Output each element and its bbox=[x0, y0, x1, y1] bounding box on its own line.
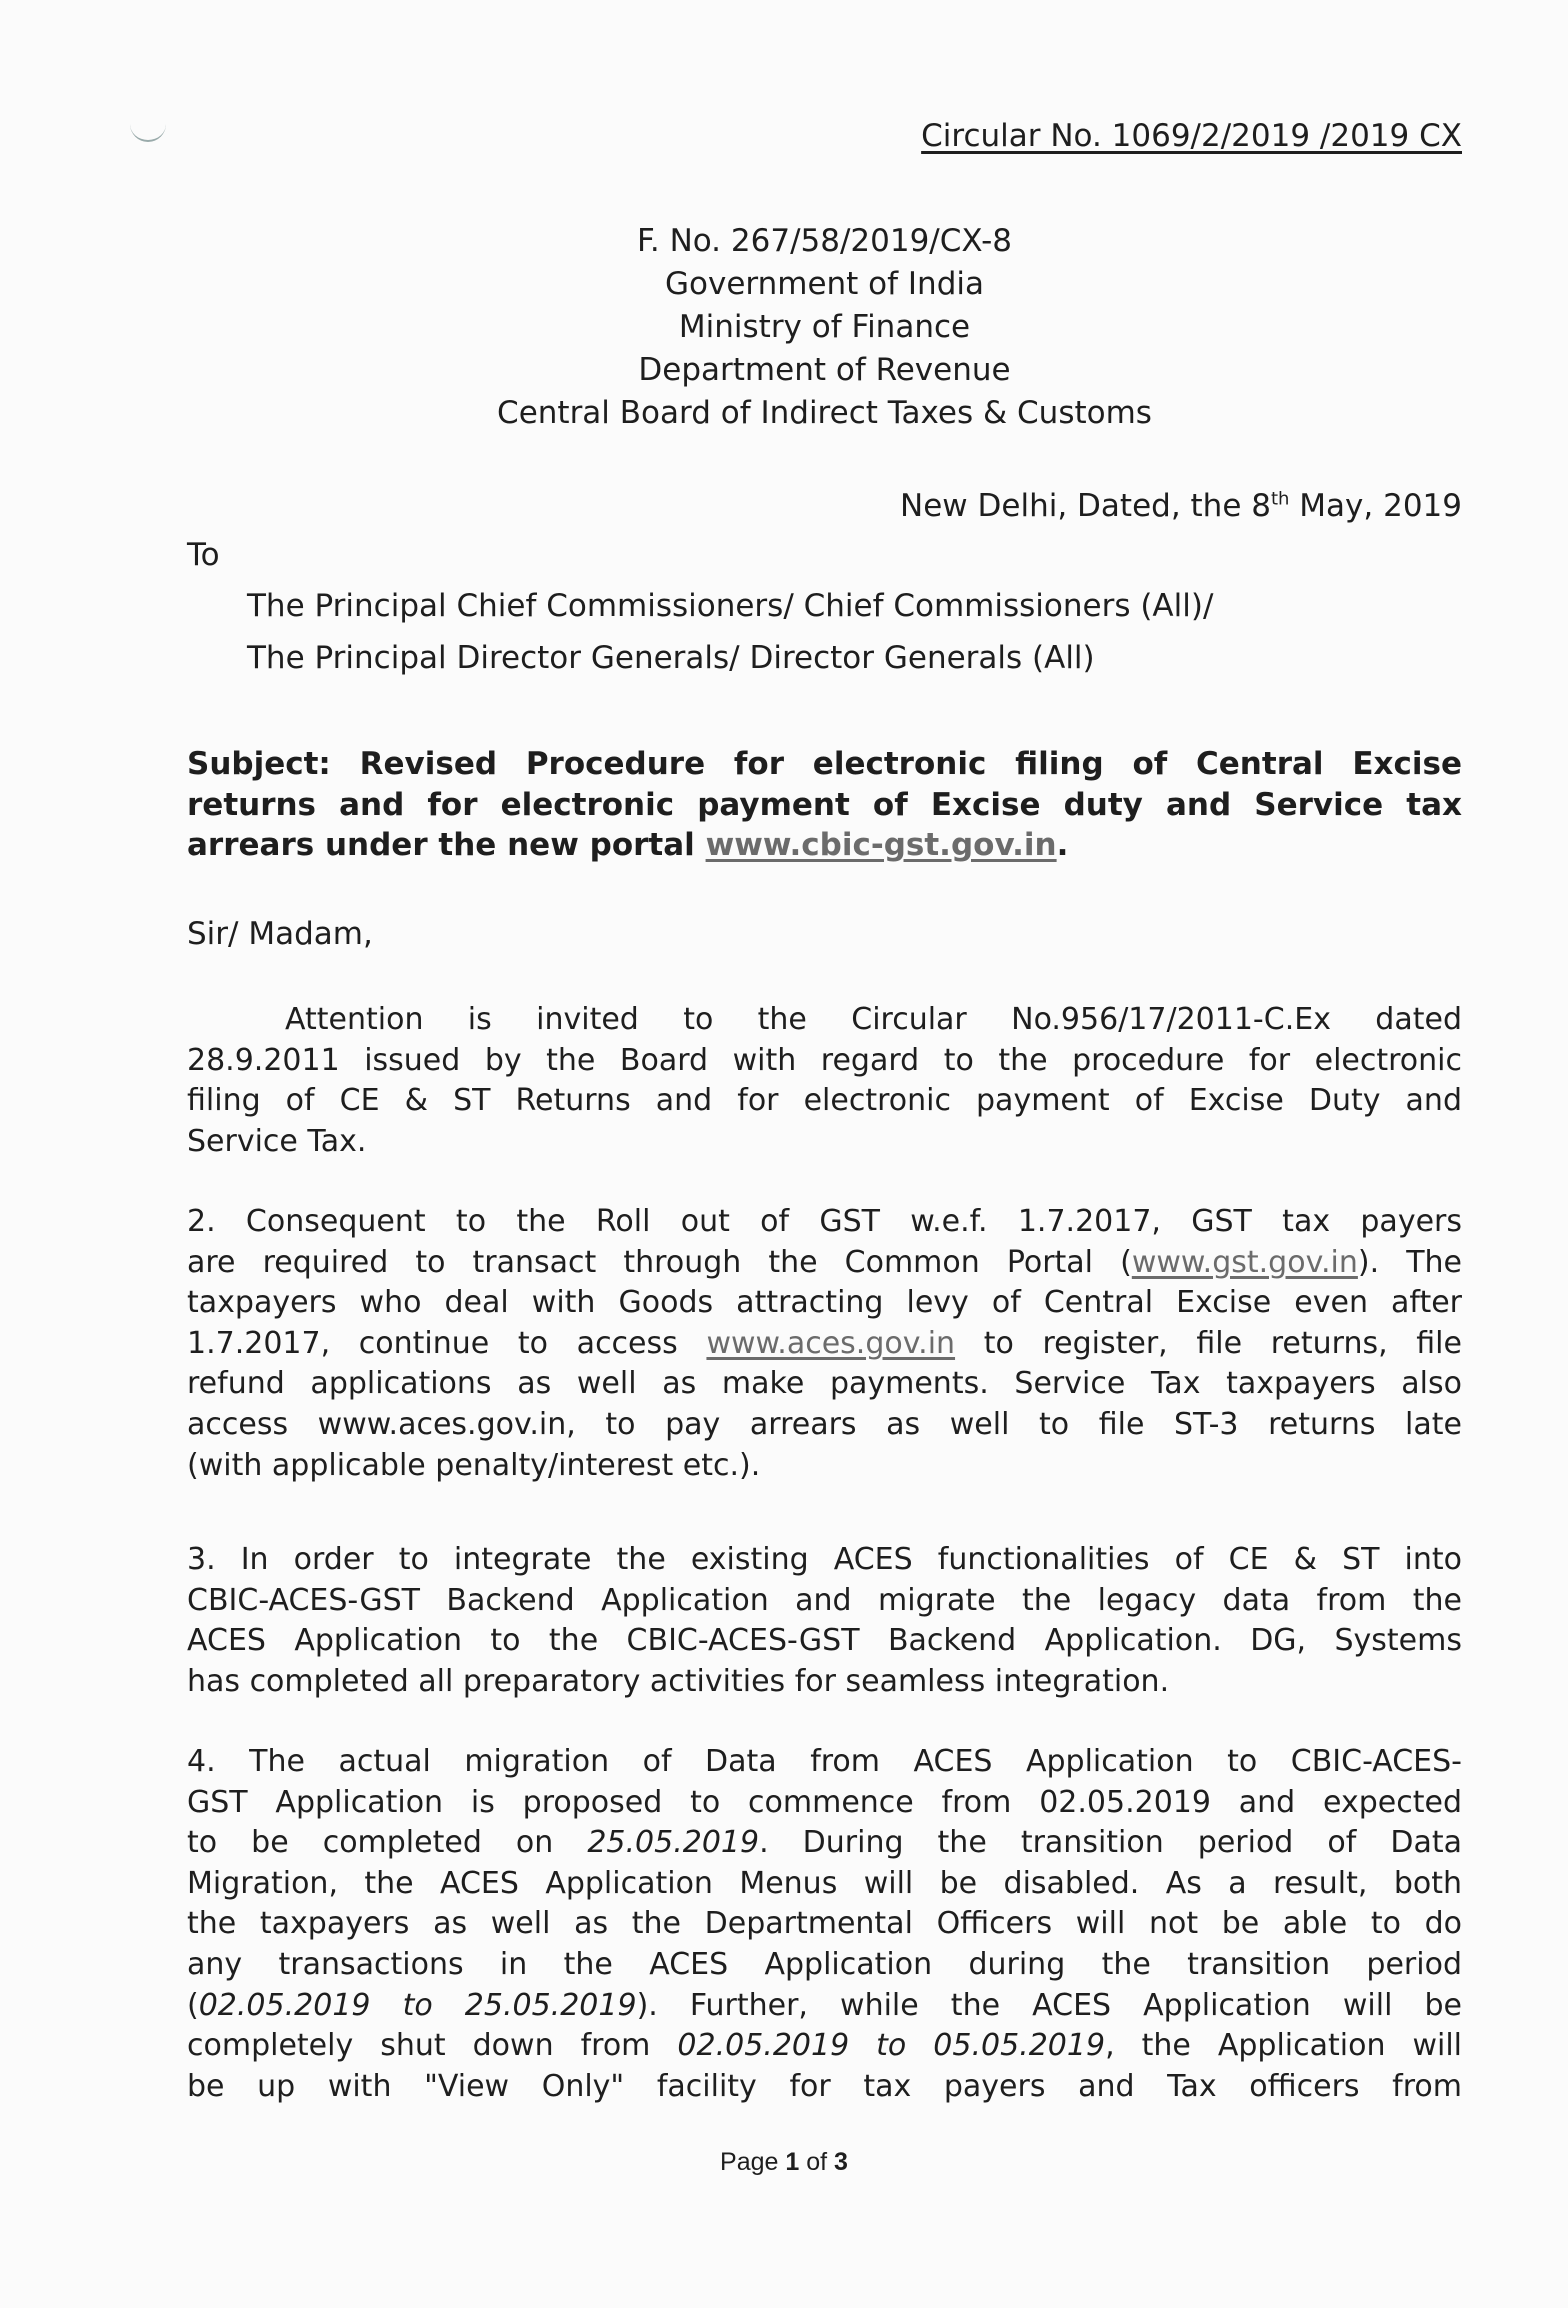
text-line bbox=[187, 1621, 1462, 1662]
text-segment: CBIC-ACES-GST Backend Application and migrate the legacy data from the bbox=[187, 1582, 1462, 1618]
addressee-1: The Principal Chief Commissioners/ Chief Commissioners (All)/ bbox=[247, 588, 1214, 624]
text-line bbox=[187, 1823, 1462, 1864]
text-segment: any transactions in the ACES Application during the transition period bbox=[187, 1946, 1462, 1982]
text-segment: the taxpayers as well as the Departmental Officers will not be able to do bbox=[187, 1906, 1462, 1942]
text-segment: . During the transition period of Data bbox=[759, 1825, 1462, 1861]
text-segment: returns and for electronic payment of Excise duty and Service tax bbox=[187, 786, 1462, 823]
text-segment: . bbox=[1056, 827, 1069, 864]
paragraph-2 bbox=[187, 1202, 1462, 1486]
text-segment: to be completed on bbox=[187, 1825, 588, 1861]
text-segment: taxpayers who deal with Goods attracting levy of Central Excise even after bbox=[187, 1285, 1462, 1321]
text-line bbox=[187, 785, 1462, 826]
board: Central Board of Indirect Taxes & Customs bbox=[497, 395, 1152, 431]
text-segment: 1.7.2017, continue to access bbox=[187, 1325, 707, 1361]
text-line bbox=[187, 2067, 1462, 2108]
text-line bbox=[187, 2026, 1462, 2067]
subject bbox=[187, 744, 1462, 866]
text-segment: , the Application will bbox=[1105, 2028, 1462, 2064]
text-line bbox=[187, 1041, 1462, 1082]
text-segment: filing of CE & ST Returns and for electronic payment of Excise Duty and bbox=[187, 1083, 1462, 1119]
text-segment: GST Application is proposed to commence from 02.05.2019 and expected bbox=[187, 1784, 1462, 1820]
text-segment: ). Further, while the ACES Application will be bbox=[636, 1987, 1462, 2023]
text-line bbox=[187, 1000, 1462, 1041]
link[interactable]: www.gst.gov.in bbox=[1131, 1244, 1358, 1280]
page-of: of bbox=[799, 2148, 835, 2176]
link[interactable]: www.aces.gov.in bbox=[706, 1325, 956, 1361]
page-number bbox=[0, 2148, 1568, 2177]
text-line bbox=[187, 1864, 1462, 1905]
government: Government of India bbox=[665, 266, 984, 302]
text-line bbox=[187, 1945, 1462, 1986]
text-segment: (with applicable penalty/interest etc.). bbox=[187, 1447, 761, 1483]
date-suffix: May, 2019 bbox=[1289, 488, 1462, 524]
text-segment: ( bbox=[187, 1987, 199, 2023]
text-line bbox=[187, 1540, 1462, 1581]
text-segment: be up with "View Only" facility for tax payers and Tax officers from bbox=[187, 2068, 1462, 2104]
scan-mark bbox=[130, 120, 166, 142]
text-segment: 4. The actual migration of Data from ACES Application to CBIC-ACES- bbox=[187, 1744, 1462, 1779]
text-line bbox=[187, 1081, 1462, 1122]
text-line bbox=[187, 825, 1462, 866]
text-line bbox=[187, 1202, 1462, 1243]
text-line bbox=[187, 1122, 1462, 1163]
text-segment: Attention is invited to the Circular No.956/17/2011-C.Ex dated bbox=[285, 1002, 1462, 1037]
italic-text: 02.05.2019 to 05.05.2019 bbox=[677, 2028, 1106, 2064]
link[interactable]: www.cbic-gst.gov.in bbox=[705, 827, 1057, 864]
text-line bbox=[187, 1405, 1462, 1446]
date-line bbox=[900, 488, 1462, 524]
page-current: 1 bbox=[785, 2148, 800, 2176]
text-segment: arrears under the new portal bbox=[187, 827, 706, 864]
page-total: 3 bbox=[834, 2148, 848, 2176]
italic-text: 25.05.2019 bbox=[587, 1825, 760, 1861]
text-segment: access www.aces.gov.in, to pay arrears as well to file ST-3 returns late bbox=[187, 1406, 1462, 1442]
text-segment: refund applications as well as make payments. Service Tax taxpayers also bbox=[187, 1366, 1462, 1402]
text-segment: Service Tax. bbox=[187, 1123, 367, 1159]
text-line bbox=[187, 1446, 1462, 1487]
text-line bbox=[187, 1283, 1462, 1324]
addressee-2: The Principal Director Generals/ Director Generals (All) bbox=[247, 640, 1095, 676]
text-line bbox=[187, 744, 1462, 785]
text-segment: 3. In order to integrate the existing ACES functionalities of CE & ST into bbox=[187, 1542, 1462, 1577]
circular-number: Circular No. 1069/2/2019 /2019 CX bbox=[921, 118, 1462, 154]
text-line bbox=[187, 1324, 1462, 1365]
text-segment: are required to transact through the Common Portal ( bbox=[187, 1244, 1132, 1280]
text-segment: Subject: Revised Procedure for electronic filing of Central Excise bbox=[187, 746, 1462, 782]
file-number: F. No. 267/58/2019/CX-8 bbox=[637, 223, 1012, 259]
text-line bbox=[187, 1904, 1462, 1945]
text-line bbox=[187, 1742, 1462, 1783]
text-segment: 28.9.2011 issued by the Board with regard to the procedure for electronic bbox=[187, 1042, 1462, 1078]
text-line bbox=[187, 1364, 1462, 1405]
italic-text: 02.05.2019 to 25.05.2019 bbox=[198, 1987, 637, 2023]
date-prefix: New Delhi, Dated, the 8 bbox=[900, 488, 1271, 524]
paragraph-1 bbox=[187, 1000, 1462, 1162]
date-sup: th bbox=[1270, 488, 1290, 510]
text-segment: ). The bbox=[1357, 1244, 1462, 1280]
text-segment: 2. Consequent to the Roll out of GST w.e.f. 1.7.2017, GST tax payers bbox=[187, 1204, 1462, 1239]
text-line bbox=[187, 1662, 1462, 1703]
text-segment: ACES Application to the CBIC-ACES-GST Backend Application. DG, Systems bbox=[187, 1623, 1462, 1659]
paragraph-4 bbox=[187, 1742, 1462, 2107]
salutation: Sir/ Madam, bbox=[187, 916, 373, 952]
text-line bbox=[187, 1986, 1462, 2027]
department: Department of Revenue bbox=[638, 352, 1011, 388]
text-line bbox=[187, 1243, 1462, 1284]
letterhead bbox=[187, 220, 1462, 435]
paragraph-3 bbox=[187, 1540, 1462, 1702]
text-segment: to register, file returns, file bbox=[955, 1325, 1462, 1361]
ministry: Ministry of Finance bbox=[678, 309, 971, 345]
to-label: To bbox=[187, 537, 220, 573]
text-line bbox=[187, 1783, 1462, 1824]
text-segment: Migration, the ACES Application Menus will be disabled. As a result, both bbox=[187, 1865, 1462, 1901]
text-segment: has completed all preparatory activities for seamless integration. bbox=[187, 1663, 1170, 1699]
page-label: Page bbox=[720, 2148, 786, 2176]
text-line bbox=[187, 1581, 1462, 1622]
text-segment: completely shut down from bbox=[187, 2028, 678, 2064]
